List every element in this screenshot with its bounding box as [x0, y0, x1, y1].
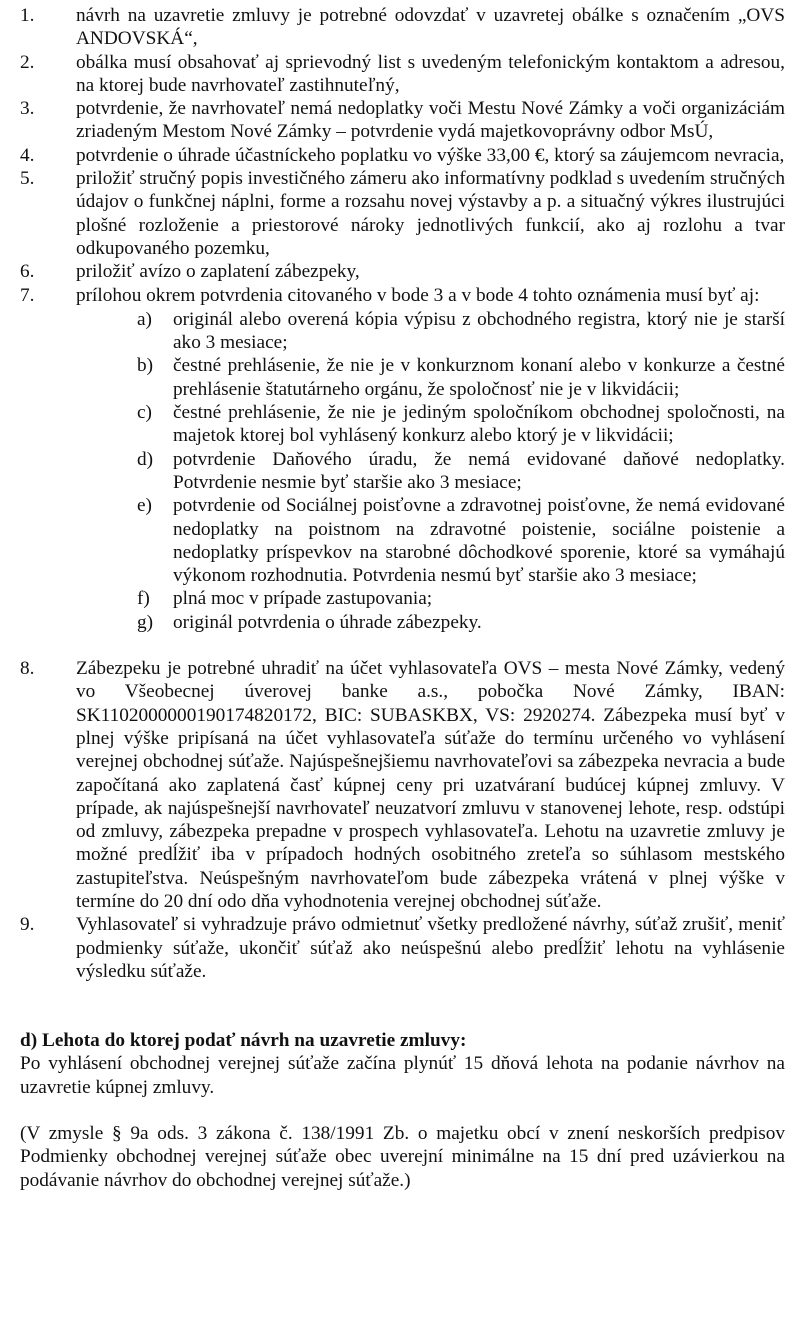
sub-item-a — [0, 308, 785, 355]
item-text: obálka musí obsahovať aj sprievodný list s uvedeným telefonickým kontaktom a adresou, na ktorej bude navrhovateľ zastihnuteľný, — [76, 51, 785, 96]
item-number: 3. — [20, 98, 35, 120]
sub-item-d — [0, 448, 785, 495]
list-item-3 — [0, 97, 785, 144]
item-number: 2. — [20, 51, 35, 73]
sub-item-c — [0, 401, 785, 448]
sub-item-letter: b) — [137, 355, 154, 377]
sub-item-letter: g) — [137, 611, 154, 633]
list-item-1 — [0, 4, 785, 51]
list-item-9 — [0, 913, 785, 983]
sub-item-letter: d) — [137, 448, 154, 470]
sub-item-letter: c) — [137, 402, 152, 424]
list-item-4 — [0, 144, 785, 167]
item-number: 6. — [20, 261, 35, 283]
sub-item-f — [0, 587, 785, 610]
item-text: potvrdenie, že navrhovateľ nemá nedoplatky voči Mestu Nové Zámky a voči organizáciám zriadeným Mestom Nové Zámky – potvrdenie vydá majetkovoprávny odbor MsÚ, — [76, 98, 785, 143]
section-heading: d) Lehota do ktorej podať návrh na uzavretie zmluvy: — [20, 1030, 467, 1052]
list-item-2 — [0, 51, 785, 98]
sub-item-e — [0, 494, 785, 587]
item-number: 1. — [20, 5, 35, 26]
sub-item-text: čestné prehlásenie, že nie je v konkurznom konaní alebo v konkurze a čestné prehlásenie štatutárneho orgánu, že spoločnosť nie je v likvidácii; — [173, 355, 785, 400]
item-text: priložiť avízo o zaplatení zábezpeky, — [76, 261, 360, 283]
sub-item-letter: a) — [137, 308, 152, 330]
item-number: 8. — [20, 658, 35, 680]
sub-item-text: originál potvrdenia o úhrade zábezpeky. — [173, 611, 482, 633]
item-number: 5. — [20, 168, 35, 190]
section-paragraph: Po vyhlásení obchodnej verejnej súťaže začína plynúť 15 dňová lehota na podanie návrhov na uzavretie kúpnej zmluvy. — [20, 1053, 785, 1098]
list-item-7 — [0, 284, 785, 307]
sub-item-text: plná moc v prípade zastupovania; — [173, 588, 433, 610]
legal-note: (V zmysle § 9a ods. 3 zákona č. 138/1991 Zb. o majetku obcí v znení neskorších predpisov Podmienky obchodnej verejnej súťaže obec uverejní minimálne na 15 dní pred uzávierkou na podávanie návrhov do obchodnej verejnej súťaže.) — [20, 1123, 785, 1191]
item-text: prílohou okrem potvrdenia citovaného v bode 3 a v bode 4 tohto oznámenia musí byť aj: — [76, 284, 760, 306]
item-text: návrh na uzavretie zmluvy je potrebné odovzdať v uzavretej obálke s označením „OVS ANDOVSKÁ“, — [76, 5, 785, 50]
list-item-8 — [0, 657, 785, 913]
sub-item-text: čestné prehlásenie, že nie je jediným spoločníkom obchodnej spoločnosti, na majetok ktorej bol vyhlásený konkurz alebo ktorý je v likvidácii; — [173, 402, 785, 447]
list-item-6 — [0, 260, 785, 283]
item-text: Vyhlasovateľ si vyhradzuje právo odmietnuť všetky predložené návrhy, súťaž zrušiť, meniť podmienky súťaže, ukončiť súťaž ako neúspešnú alebo predĺžiť lehotu na vyhlásenie výsledku súťaže. — [76, 914, 785, 982]
item-number: 7. — [20, 284, 35, 306]
sub-item-text: potvrdenie Daňového úradu, že nemá evidované daňové nedoplatky. Potvrdenie nesmie byť staršie ako 3 mesiace; — [173, 448, 785, 493]
section-d — [0, 1029, 785, 1192]
item-number: 4. — [20, 144, 35, 166]
document-page — [0, 4, 800, 1192]
sub-item-g — [0, 611, 785, 634]
item-number: 9. — [20, 914, 35, 936]
sub-item-b — [0, 354, 785, 401]
item-text: potvrdenie o úhrade účastníckeho poplatku vo výške 33,00 €, ktorý sa záujemcom nevracia, — [76, 144, 785, 166]
sub-item-text: originál alebo overená kópia výpisu z obchodného registra, ktorý nie je starší ako 3 mesiace; — [173, 308, 785, 354]
sub-item-letter: e) — [137, 495, 152, 517]
sub-item-letter: f) — [137, 588, 150, 610]
item-text: Zábezpeku je potrebné uhradiť na účet vyhlasovateľa OVS – mesta Nové Zámky, vedený vo Všeobecnej úverovej banke a.s., pobočka Nové Zámky, IBAN: SK1102000000190174820172, BIC: SUBASKBX, VS: 2920274. Zábezpeka musí byť v plnej výške pripísaná na účet vyhlasovateľa súťaže do termínu určeného vo vyhlásení verejnej obchodnej súťaže. Najúspešnejšiemu navrhovateľovi sa zábezpeka nevracia a bude započítaná ako zaplatená časť kúpnej ceny pri uzatváraní budúcej kúpnej zmluvy. V prípade, ak najúspešnejší navrhovateľ neuzatvorí zmluvu v stanovenej lehote, resp. odstúpi od zmluvy, zábezpeka prepadne v prospech vyhlasovateľa. Lehotu na uzavretie zmluvy je možné predĺžiť iba v prípadoch hodných osobitného zreteľa so súhlasom mestského zastupiteľstva. Neúspešným navrhovateľom bude zábezpeka vrátená v plnej výške v termíne do 20 dní odo dňa vyhodnotenia verejnej obchodnej súťaže. — [76, 658, 785, 912]
item-text: priložiť stručný popis investičného zámeru ako informatívny podklad s uvedením stručných údajov o funkčnej náplni, forme a rozsahu novej výstavby a p. a situačný výkres ilustrujúci plošné rozloženie a priestorové nároky jednotlivých funkcií, ako aj rozlohu a tvar odkupovaného pozemku, — [76, 168, 785, 259]
sub-item-text: potvrdenie od Sociálnej poisťovne a zdravotnej poisťovne, že nemá evidované nedoplatky na poistnom na zdravotné poistenie, sociálne poistenie a nedoplatky príspevkov na starobné dôchodkové sporenie, ktoré sa vymáhajú výkonom rozhodnutia. Potvrdenia nesmú byť staršie ako 3 mesiace; — [173, 495, 785, 587]
list-item-5 — [0, 167, 785, 260]
